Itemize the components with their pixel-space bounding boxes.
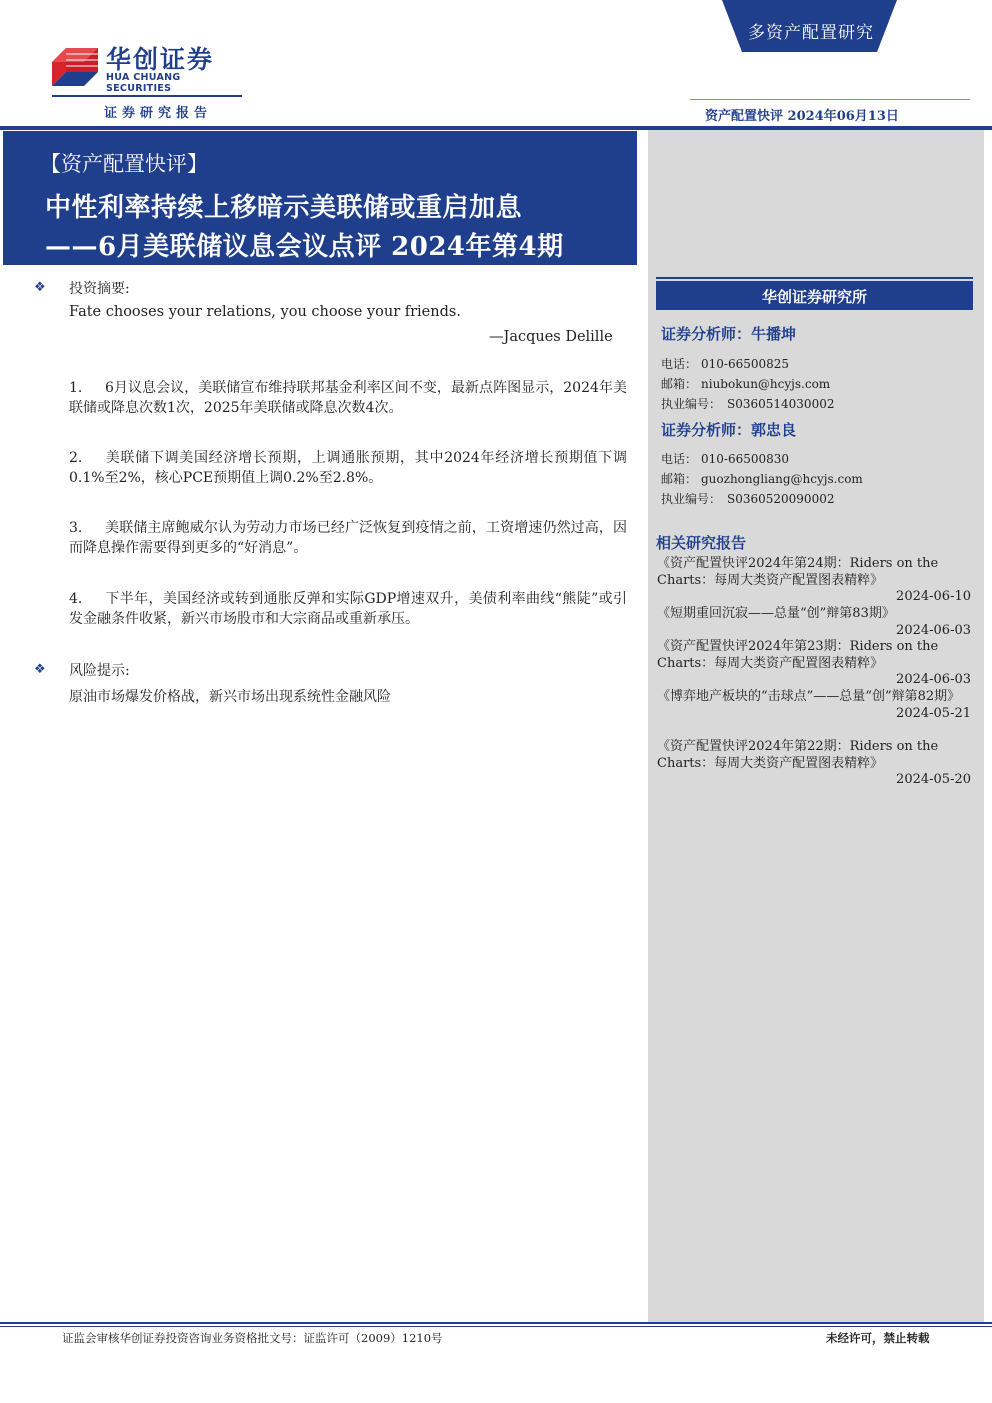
related-report[interactable] — [657, 739, 971, 789]
report-date: 资产配置快评 2024年06月13日 — [705, 109, 899, 124]
related-report[interactable] — [657, 639, 971, 689]
analyst-email — [661, 470, 863, 487]
related-report[interactable] — [657, 606, 971, 639]
analyst-email-value[interactable]: niubokun@hcyjs.com — [701, 377, 831, 391]
title-tag: 【资产配置快评】 — [40, 152, 208, 176]
analyst-phone-label: 电话： — [661, 452, 698, 466]
epigraph-author: —Jacques Delille — [489, 329, 613, 345]
analyst-phone-label: 电话： — [661, 357, 698, 371]
footer-copyright: 未经许可，禁止转载 — [826, 1331, 930, 1345]
point-number: 1. — [69, 380, 83, 396]
report-kind-label: 证券研究报告 — [104, 106, 213, 121]
related-report-title: 《资产配置快评2024年第23期：Riders on the Charts：每周大类资产配置图表精粹》 — [657, 639, 939, 671]
analyst-email-value[interactable]: guozhongliang@hcyjs.com — [701, 472, 863, 486]
diamond-bullet-icon: ❖ — [34, 662, 46, 677]
related-report-title: 《博弈地产板块的“击球点”——总量“创”辩第82期》 — [657, 689, 961, 704]
analyst-email-label: 邮箱： — [661, 472, 698, 486]
logo-name-en: HUA CHUANG SECURITIES — [106, 72, 181, 94]
summary-point — [69, 448, 627, 488]
summary-point — [69, 518, 627, 558]
analyst-license-value: S0360520090002 — [727, 492, 835, 506]
logo-divider — [52, 95, 242, 97]
related-report-title: 《资产配置快评2024年第24期：Riders on the Charts：每周大类资产配置图表精粹》 — [657, 556, 939, 588]
analyst-title: 证券分析师：牛播坤 — [661, 325, 797, 343]
summary-heading: 投资摘要: — [69, 281, 130, 297]
related-report-date: 2024-06-03 — [896, 622, 971, 638]
point-number: 2. — [69, 450, 83, 466]
institute-name: 华创证券研究所 — [761, 288, 867, 306]
risk-text: 原油市场爆发价格战，新兴市场出现系统性金融风险 — [69, 689, 391, 705]
point-number: 3. — [69, 520, 83, 536]
related-report-title: 《短期重回沉寂——总量“创”辩第83期》 — [657, 606, 895, 621]
analyst-phone-value: 010-66500830 — [701, 452, 790, 466]
analyst-phone-value: 010-66500825 — [701, 357, 790, 371]
logo-mark-icon — [52, 42, 98, 86]
header-rule — [690, 99, 970, 100]
analyst-phone — [661, 450, 789, 467]
sidebar-rule — [656, 277, 973, 279]
analyst-title: 证券分析师：郭忠良 — [661, 421, 797, 439]
point-text: 美联储下调美国经济增长预期，上调通胀预期，其中2024年经济增长预期值下调0.1%至2%，核心PCE预期值上调0.2%至2.8%。 — [69, 450, 627, 486]
footer-rule — [0, 1322, 992, 1324]
category-tab-label: 多资产配置研究 — [748, 23, 874, 43]
page-title: 中性利率持续上移暗示美联储或重启加息 — [45, 193, 523, 223]
analyst-license — [661, 490, 834, 507]
summary-point — [69, 378, 627, 418]
point-number: 4. — [69, 591, 83, 607]
point-text: 美联储主席鲍威尔认为劳动力市场已经广泛恢复到疫情之前，工资增速仍然过高，因而降息操作需要得到更多的“好消息”。 — [69, 520, 627, 556]
analyst-license — [661, 395, 834, 412]
brand-logo — [52, 40, 242, 100]
point-text: 6月议息会议，美联储宣布维持联邦基金利率区间不变，最新点阵图显示，2024年美联储或降息次数1次，2025年美联储或降息次数4次。 — [69, 380, 627, 416]
related-report-date: 2024-06-10 — [896, 589, 971, 604]
related-report[interactable] — [657, 689, 971, 722]
point-text: 下半年，美国经济或转到通胀反弹和实际GDP增速双升，美债利率曲线“熊陡”或引发金融条件收紧，新兴市场股市和大宗商品或重新承压。 — [69, 591, 627, 627]
page-subtitle: ——6月美联储议息会议点评 2024年第4期 — [45, 232, 564, 262]
related-report-date: 2024-05-21 — [896, 705, 971, 721]
analyst-email — [661, 375, 830, 392]
analyst-license-label: 执业编号： — [661, 397, 722, 411]
related-report-date: 2024-06-03 — [896, 672, 971, 687]
logo-name-cn: 华创证券 — [106, 45, 215, 74]
footer-license: 证监会审核华创证券投资咨询业务资格批文号：证监许可（2009）1210号 — [62, 1331, 443, 1345]
analyst-license-label: 执业编号： — [661, 492, 722, 506]
related-reports-heading: 相关研究报告 — [656, 534, 747, 552]
diamond-bullet-icon: ❖ — [34, 280, 46, 295]
analyst-phone — [661, 355, 789, 372]
related-report-title: 《资产配置快评2024年第22期：Riders on the Charts：每周大类资产配置图表精粹》 — [657, 739, 939, 771]
related-report[interactable] — [657, 556, 971, 606]
risk-heading: 风险提示: — [69, 663, 130, 679]
related-report-date: 2024-05-20 — [896, 772, 971, 787]
analyst-license-value: S0360514030002 — [727, 397, 835, 411]
analyst-email-label: 邮箱： — [661, 377, 698, 391]
epigraph-quote: Fate chooses your relations, you choose your friends. — [69, 304, 461, 320]
summary-point — [69, 589, 627, 629]
footer-rule-thin — [0, 1326, 992, 1327]
